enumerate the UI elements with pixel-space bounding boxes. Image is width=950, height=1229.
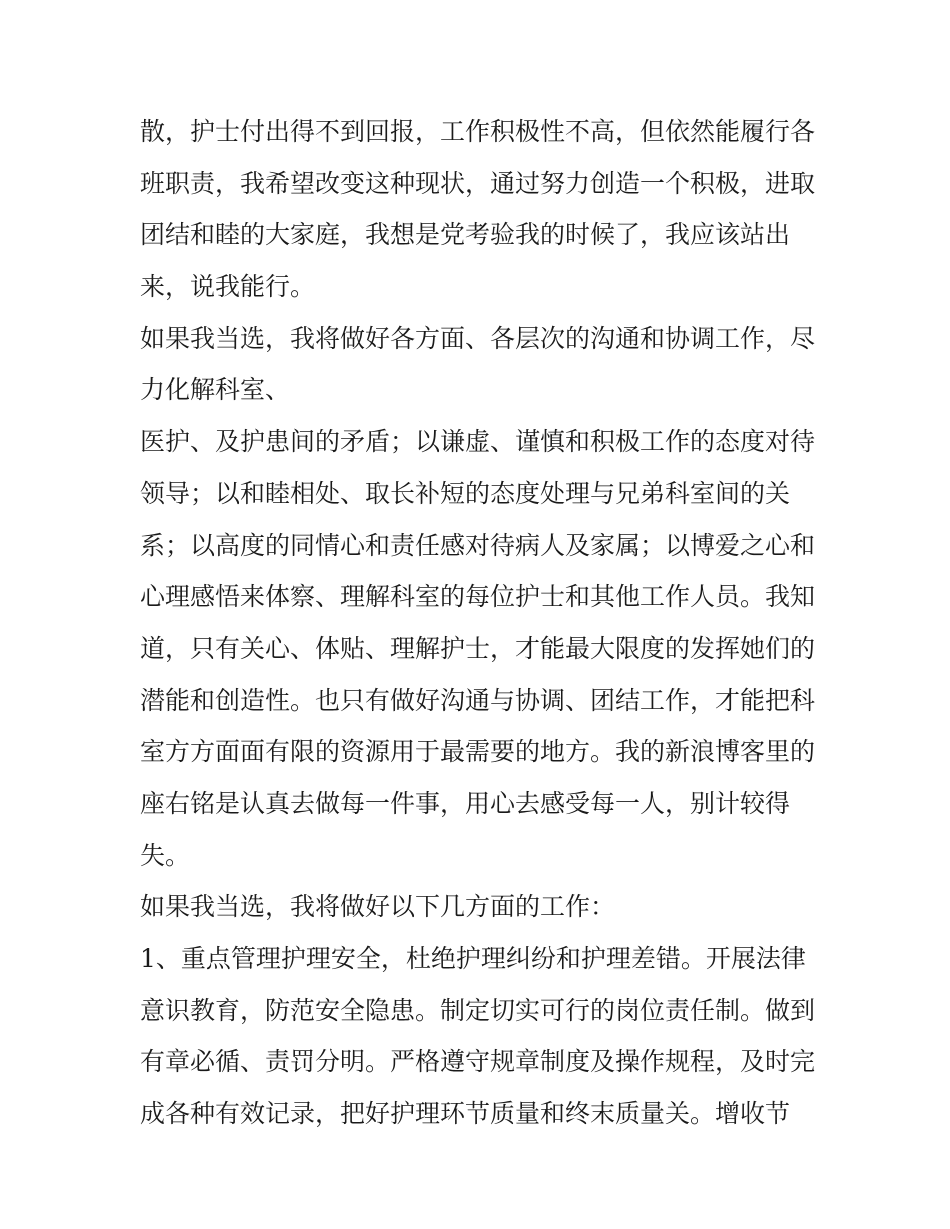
text-line: 班职责，我希望改变这种现状，通过努力创造一个积极，进取 [140, 168, 816, 198]
text-line: 如果我当选，我将做好以下几方面的工作： [140, 892, 616, 922]
text-line: 成各种有效记录，把好护理环节质量和终末质量关。增收节 [140, 1099, 791, 1129]
text-line: 1、重点管理护理安全，杜绝护理纠纷和护理差错。开展法律 [140, 944, 806, 973]
text-line: 意识教育，防范安全隐患。制定切实可行的岗位责任制。做到 [140, 995, 816, 1025]
document-body [140, 106, 830, 1140]
text-line: 心理感悟来体察、理解科室的每位护士和其他工作人员。我知 [140, 582, 816, 612]
text-line: 系；以高度的同情心和责任感对待病人及家属；以博爱之心和 [140, 530, 816, 560]
text-line: 座右铭是认真去做每一件事，用心去感受每一人，别计较得 [140, 788, 791, 818]
text-line: 有章必循、责罚分明。严格遵守规章制度及操作规程，及时完 [140, 1047, 816, 1077]
text-line: 团结和睦的大家庭，我想是党考验我的时候了，我应该站出 [140, 220, 791, 250]
text-line: 失。 [140, 840, 191, 870]
text-line: 领导；以和睦相处、取长补短的态度处理与兄弟科室间的关 [140, 478, 791, 508]
text-line: 道，只有关心、体贴、理解护士，才能最大限度的发挥她们的 [140, 633, 816, 663]
text-line: 潜能和创造性。也只有做好沟通与协调、团结工作，才能把科 [140, 685, 816, 715]
text-line: 医护、及护患间的矛盾；以谦虚、谨慎和积极工作的态度对待 [140, 427, 816, 457]
text-line: 力化解科室、 [140, 375, 291, 405]
text-line: 来，说我能行。 [140, 272, 316, 302]
text-line: 室方方面面有限的资源用于最需要的地方。我的新浪博客里的 [140, 737, 816, 767]
text-line: 散，护士付出得不到回报，工作积极性不高，但依然能履行各 [140, 117, 816, 146]
text-line: 如果我当选，我将做好各方面、各层次的沟通和协调工作，尽 [140, 323, 816, 353]
